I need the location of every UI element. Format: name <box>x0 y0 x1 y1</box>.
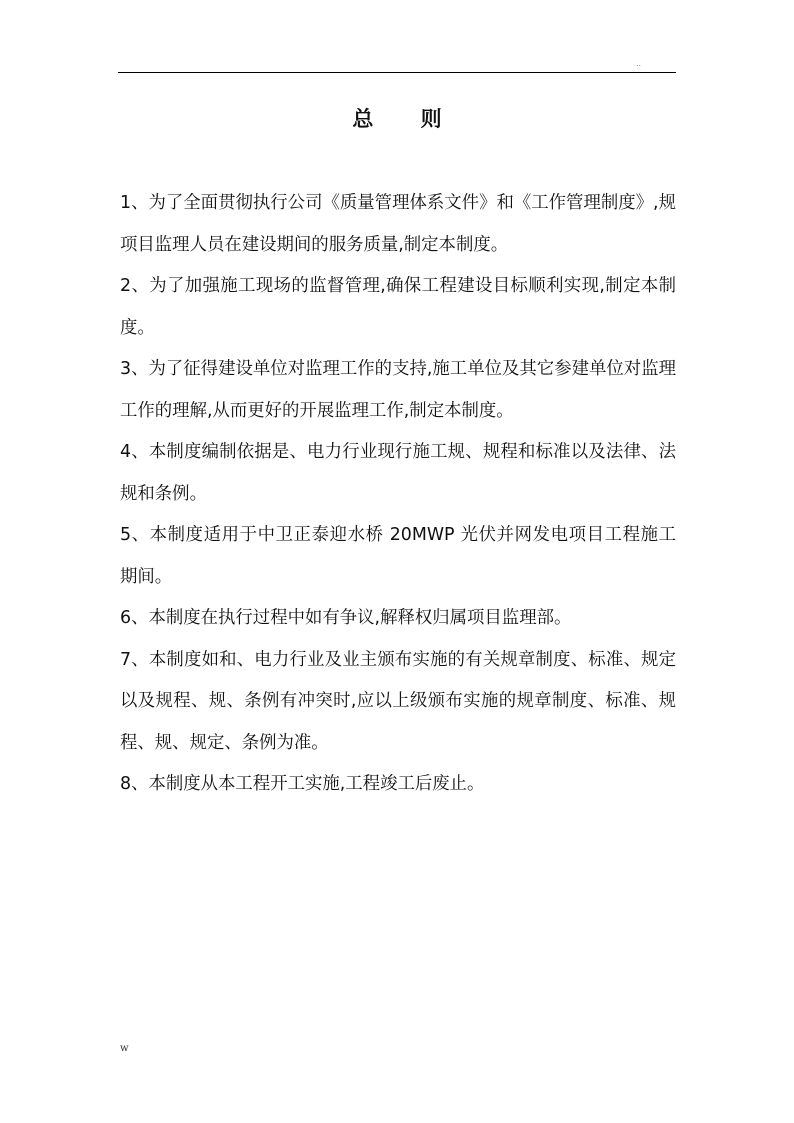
header-rule <box>118 72 676 73</box>
clause-3: 3、为了征得建设单位对监理工作的支持,施工单位及其它参建单位对监理工作的理解,从而更好的开展监理工作,制定本制度。 <box>120 359 676 421</box>
header-mark: .. <box>636 59 642 68</box>
clause-5: 5、本制度适用于中卫正泰迎水桥 20MWP 光伏并网发电项目工程施工期间。 <box>120 525 676 587</box>
clause-4: 4、本制度编制依据是、电力行业现行施工规、规程和标准以及法律、法规和条例。 <box>120 442 676 504</box>
page-title: 总 则 <box>352 107 462 131</box>
clause-8: 8、本制度从本工程开工实施,工程竣工后废止。 <box>120 774 485 794</box>
clause-list <box>120 183 676 806</box>
footer-mark: w <box>120 1043 129 1054</box>
clause-7: 7、本制度如和、电力行业及业主颁布实施的有关规章制度、标准、规定以及规程、规、条例有冲突时,应以上级颁布实施的规章制度、标准、规程、规、规定、条例为准。 <box>120 649 676 753</box>
clause-2: 2、为了加强施工现场的监督管理,确保工程建设目标顺利实现,制定本制度。 <box>120 276 676 338</box>
clause-6: 6、本制度在执行过程中如有争议,解释权归属项目监理部。 <box>120 608 572 628</box>
clause-1: 1、为了全面贯彻执行公司《质量管理体系文件》和《工作管理制度》,规项目监理人员在建设期间的服务质量,制定本制度。 <box>120 193 676 255</box>
